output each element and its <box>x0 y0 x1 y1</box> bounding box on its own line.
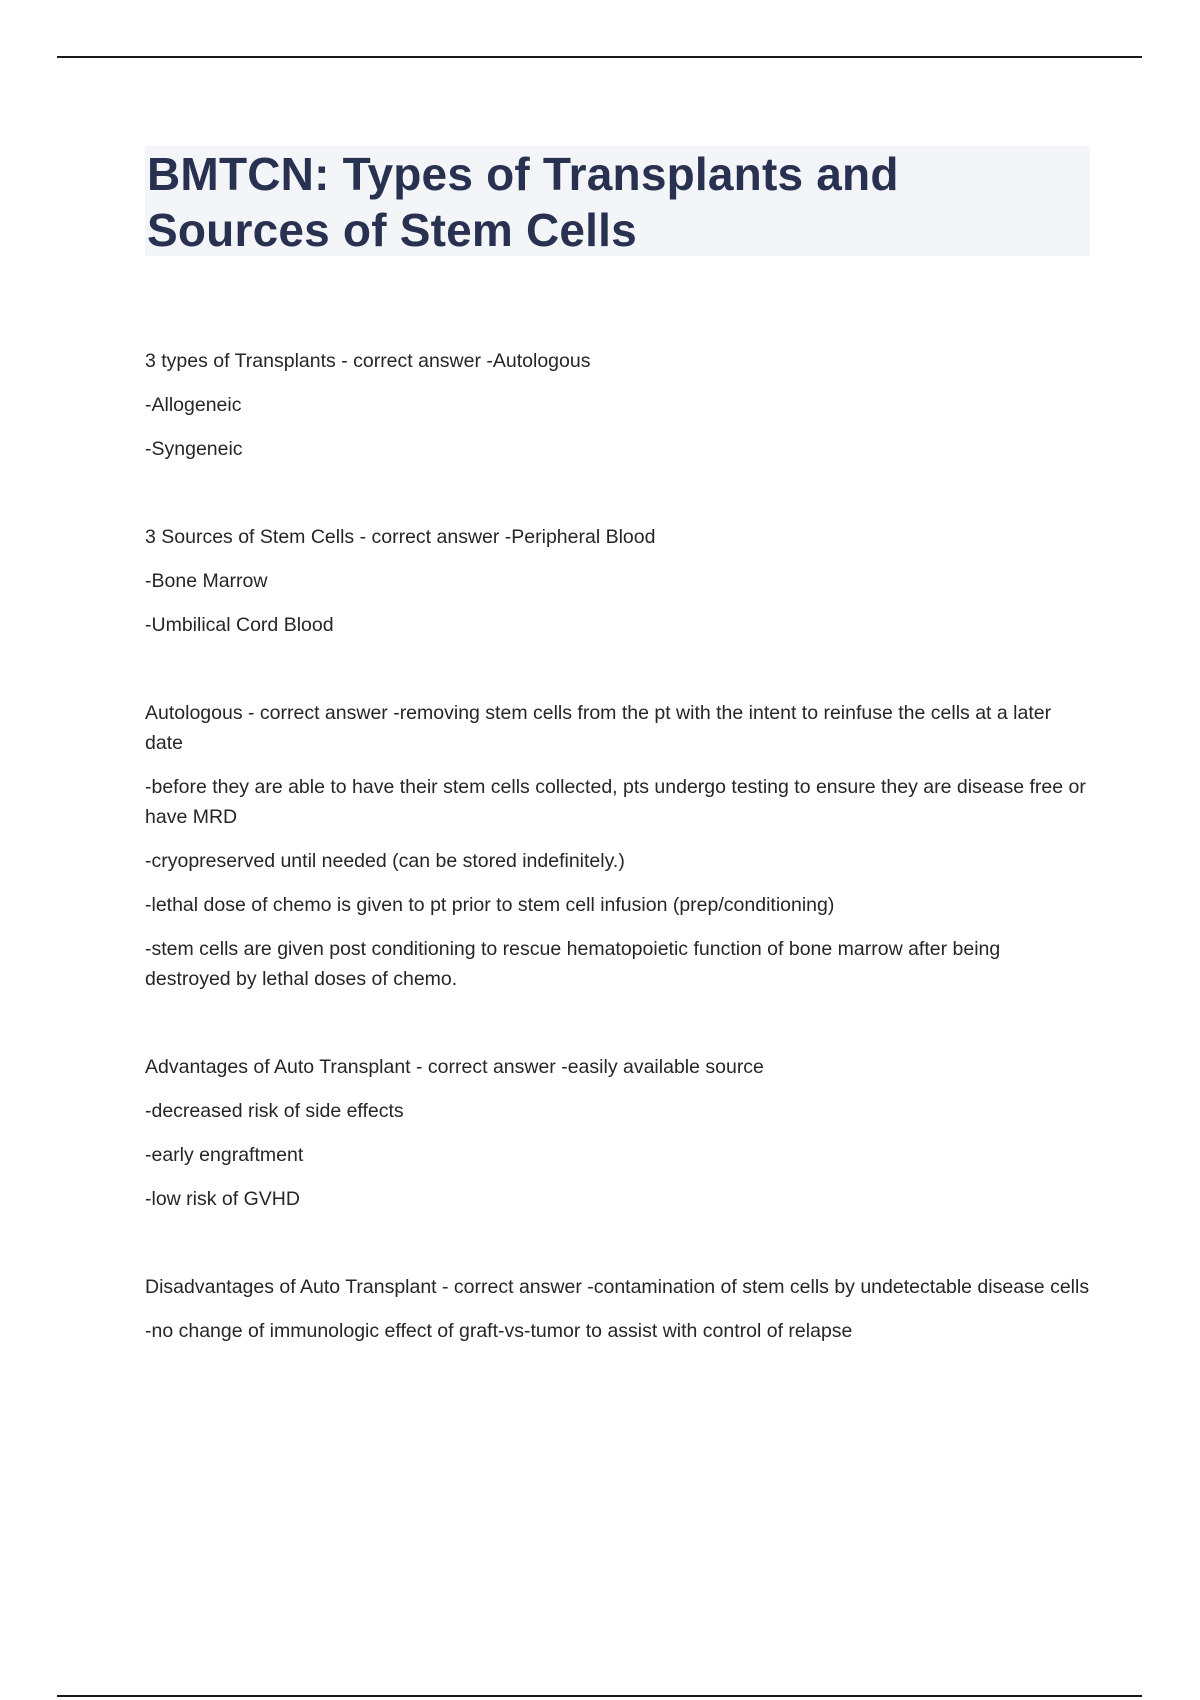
title-banner <box>145 146 1090 256</box>
qa-answer-line: -stem cells are given post conditioning to rescue hematopoietic function of bone marrow after being destroyed by lethal doses of chemo. <box>145 938 1001 990</box>
qa-answer-line: -before they are able to have their stem cells collected, pts undergo testing to ensure they are disease free or have MRD <box>145 776 1086 828</box>
qa-answer-line: -Syngeneic <box>145 438 243 460</box>
bottom-divider <box>57 1695 1142 1697</box>
qa-entry-transplant-types <box>145 346 1090 464</box>
qa-question-line: 3 Sources of Stem Cells - correct answer -Peripheral Blood <box>145 526 656 548</box>
qa-answer-line: -lethal dose of chemo is given to pt prior to stem cell infusion (prep/conditioning) <box>145 894 835 916</box>
qa-answer-line: -Allogeneic <box>145 394 242 416</box>
qa-entry-autologous <box>145 698 1090 994</box>
qa-answer-line: -Umbilical Cord Blood <box>145 614 334 636</box>
page-title: BMTCN: Types of Transplants and Sources of Stem Cells <box>147 148 899 256</box>
qa-question-line: 3 types of Transplants - correct answer -Autologous <box>145 350 591 372</box>
qa-entry-auto-disadvantages <box>145 1272 1090 1346</box>
qa-answer-line: -decreased risk of side effects <box>145 1100 404 1122</box>
qa-answer-line: -no change of immunologic effect of graft-vs-tumor to assist with control of relapse <box>145 1320 853 1342</box>
qa-answer-line: -low risk of GVHD <box>145 1188 300 1210</box>
top-divider <box>57 56 1142 58</box>
qa-question-line: Disadvantages of Auto Transplant - correct answer -contamination of stem cells by undetectable disease cells <box>145 1276 1090 1298</box>
qa-question-line: Autologous - correct answer -removing stem cells from the pt with the intent to reinfuse the cells at a later date <box>145 702 1052 754</box>
qa-answer-line: -early engraftment <box>145 1144 304 1166</box>
qa-answer-line: -Bone Marrow <box>145 570 268 592</box>
qa-entry-auto-advantages <box>145 1052 1090 1214</box>
qa-content <box>145 346 1090 1404</box>
qa-question-line: Advantages of Auto Transplant - correct answer -easily available source <box>145 1056 764 1078</box>
qa-entry-stem-cell-sources <box>145 522 1090 640</box>
qa-answer-line: -cryopreserved until needed (can be stored indefinitely.) <box>145 850 625 872</box>
